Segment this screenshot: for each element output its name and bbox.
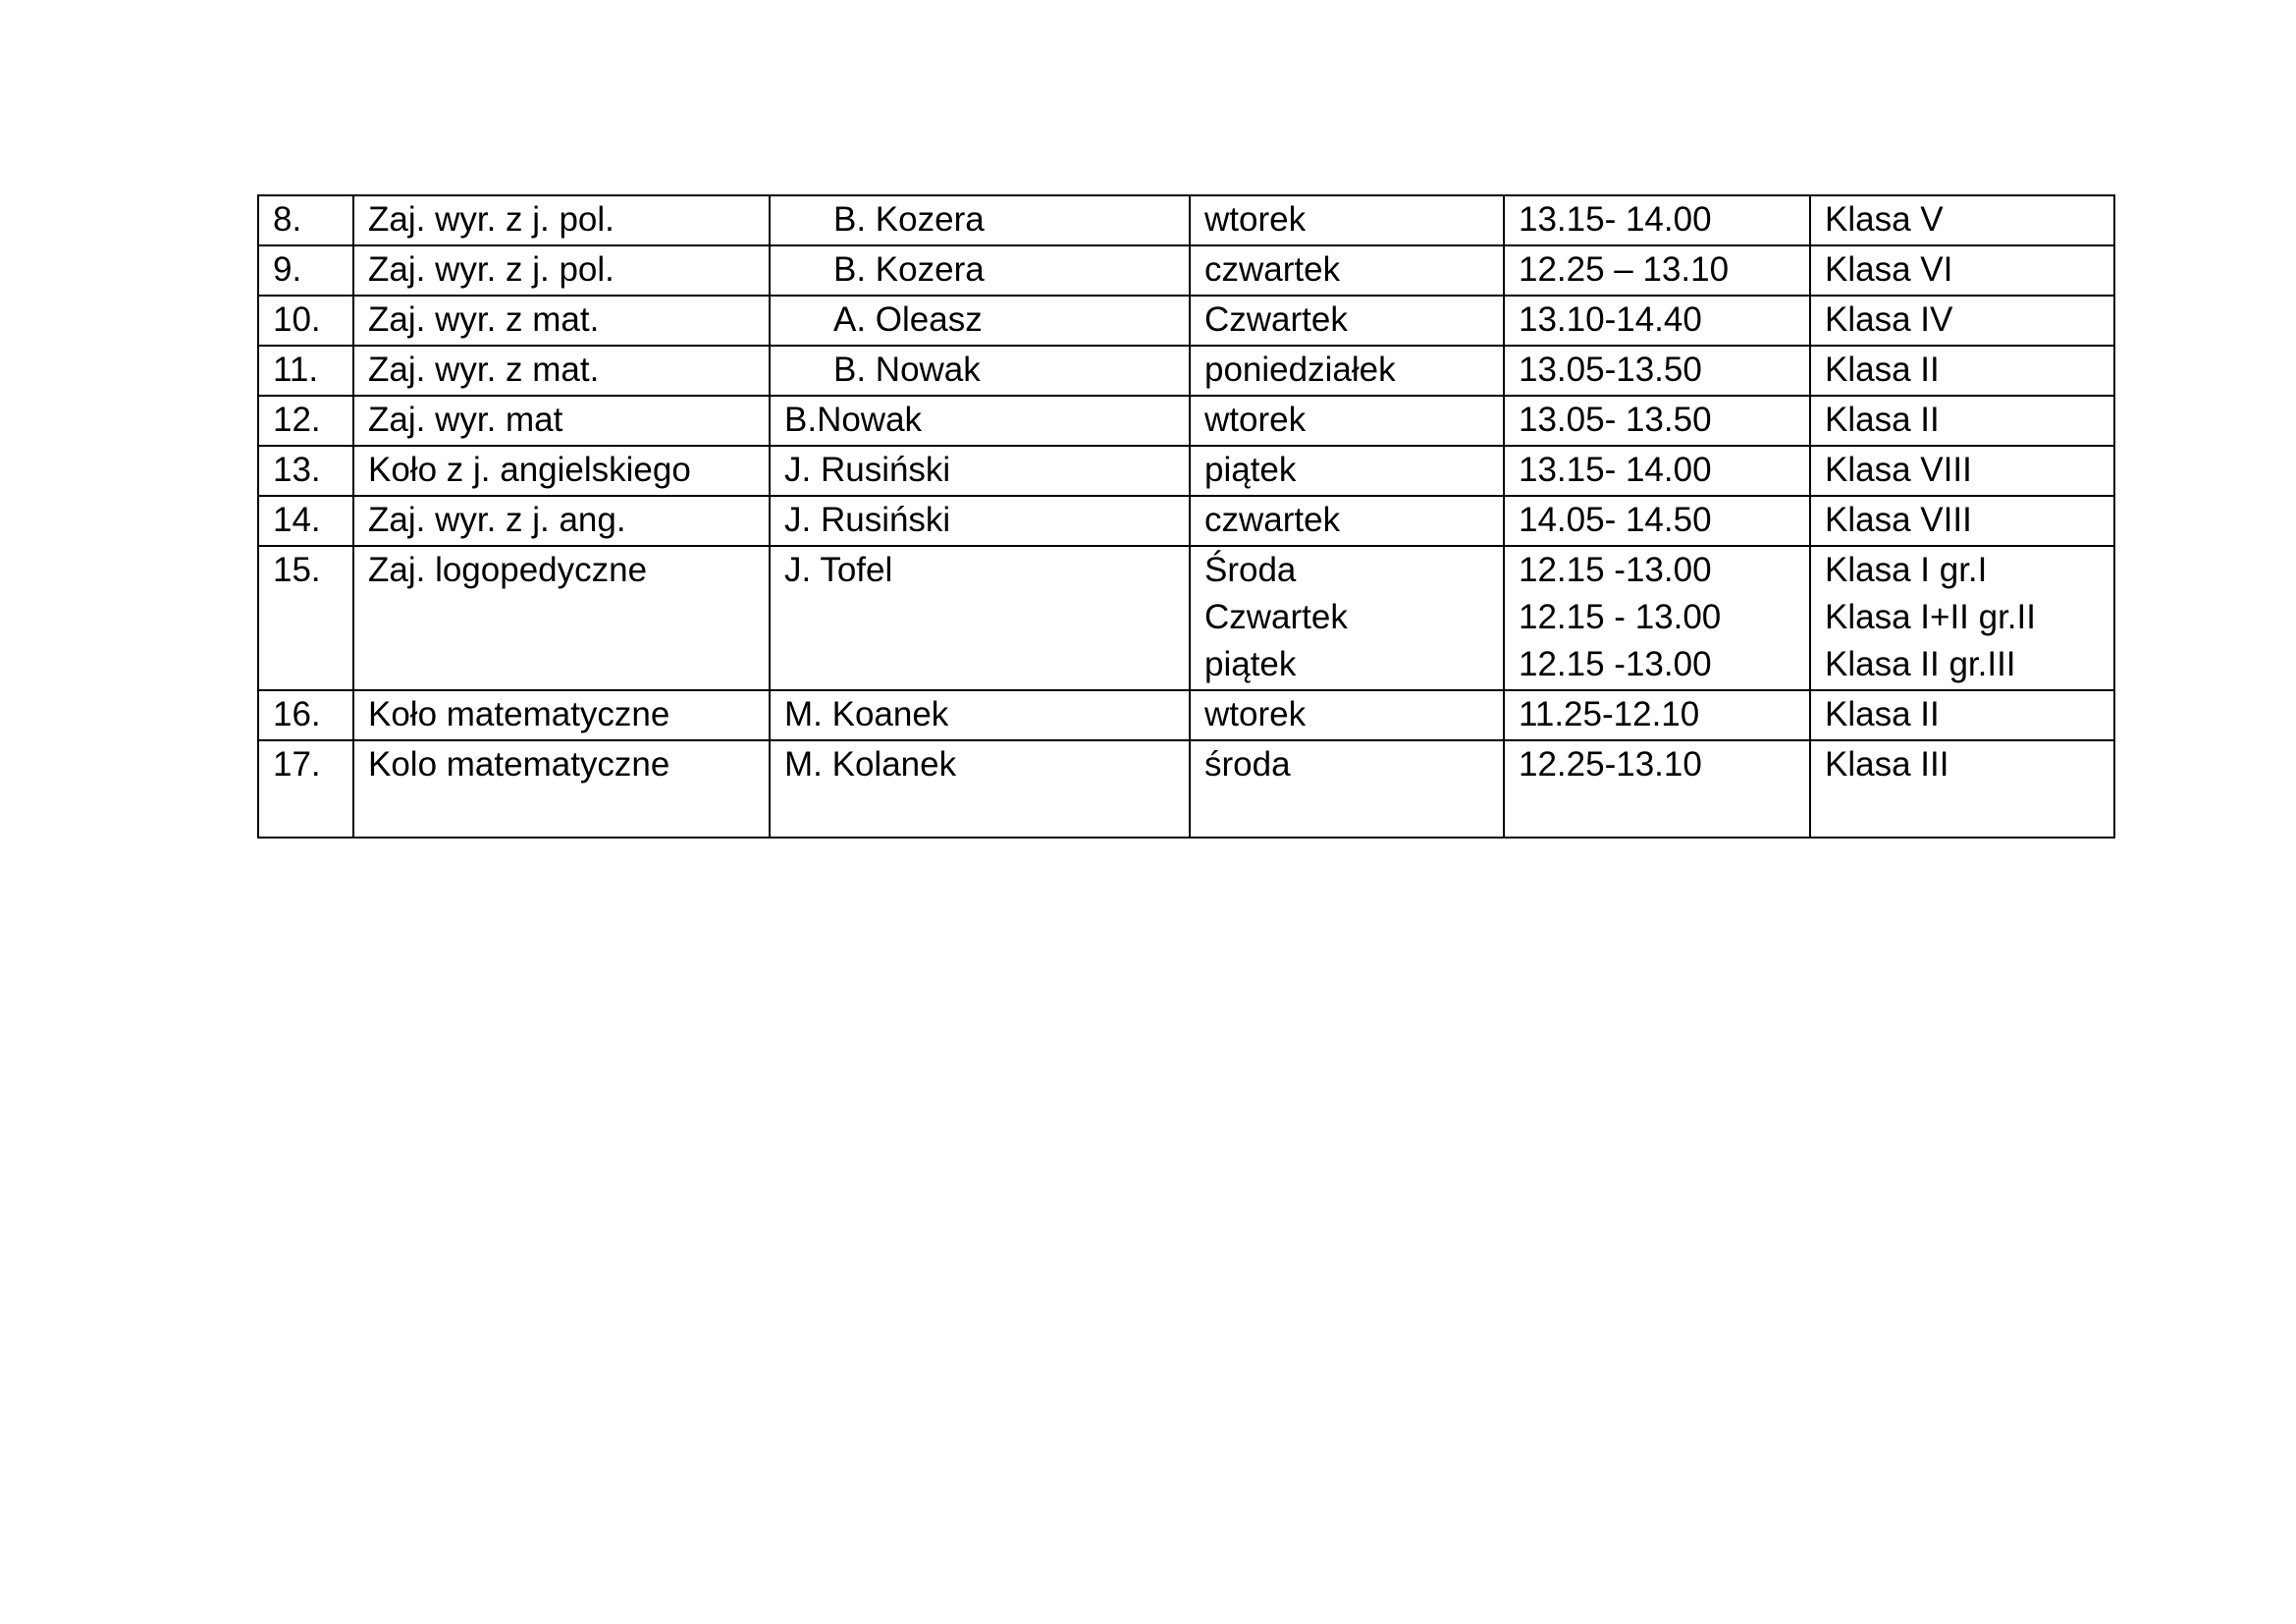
activity-name: Koło matematyczne [353, 690, 770, 740]
weekday-list [1190, 546, 1504, 690]
activity-name: Zaj. wyr. mat [353, 396, 770, 446]
table-row [258, 446, 2114, 496]
teacher-name: B.Nowak [770, 396, 1190, 446]
row-number: 15. [258, 546, 353, 690]
teacher-name: J. Rusiński [770, 496, 1190, 546]
class-group: Klasa V [1810, 195, 2114, 245]
time-range: 13.15- 14.00 [1504, 195, 1810, 245]
teacher-name: J. Tofel [770, 546, 1190, 690]
time-range: 13.15- 14.00 [1504, 446, 1810, 496]
activity-name: Zaj. wyr. z j. ang. [353, 496, 770, 546]
activity-name: Zaj. logopedyczne [353, 546, 770, 690]
time-range: 13.10-14.40 [1504, 296, 1810, 346]
table-row [258, 346, 2114, 396]
row-number: 12. [258, 396, 353, 446]
class-group: Klasa II [1810, 396, 2114, 446]
teacher-name: A. Oleasz [770, 296, 1190, 346]
weekday: piątek [1204, 645, 1297, 683]
row-number: 11. [258, 346, 353, 396]
row-number: 10. [258, 296, 353, 346]
time-range: 13.05- 13.50 [1504, 396, 1810, 446]
table-row [258, 245, 2114, 296]
weekday: wtorek [1190, 690, 1504, 740]
teacher-name: M. Kolanek [770, 740, 1190, 838]
time-range: 13.05-13.50 [1504, 346, 1810, 396]
weekday: wtorek [1190, 396, 1504, 446]
row-number: 13. [258, 446, 353, 496]
class-group: Klasa III [1810, 740, 2114, 838]
time-range-list [1504, 546, 1810, 690]
table-row [258, 195, 2114, 245]
weekday: czwartek [1190, 496, 1504, 546]
table-row [258, 740, 2114, 838]
weekday: czwartek [1190, 245, 1504, 296]
time-range: 12.15 -13.00 [1519, 551, 1712, 589]
class-group: Klasa VI [1810, 245, 2114, 296]
time-range: 12.15 - 13.00 [1519, 598, 1722, 636]
class-group: Klasa I gr.I [1825, 551, 1988, 589]
activity-name: Zaj. wyr. z mat. [353, 296, 770, 346]
class-group: Klasa I+II gr.II [1825, 598, 2036, 636]
row-number: 17. [258, 740, 353, 838]
teacher-name: M. Koanek [770, 690, 1190, 740]
class-group: Klasa II [1810, 346, 2114, 396]
schedule-table [257, 194, 2115, 839]
class-group: Klasa II gr.III [1825, 645, 2016, 683]
row-number: 9. [258, 245, 353, 296]
teacher-name: B. Kozera [770, 195, 1190, 245]
time-range: 12.25-13.10 [1504, 740, 1810, 838]
activity-name: Kolo matematyczne [353, 740, 770, 838]
weekday: poniedziałek [1190, 346, 1504, 396]
class-group: Klasa VIII [1810, 496, 2114, 546]
table-row [258, 396, 2114, 446]
row-number: 16. [258, 690, 353, 740]
class-group: Klasa II [1810, 690, 2114, 740]
activity-name: Koło z j. angielskiego [353, 446, 770, 496]
row-number: 14. [258, 496, 353, 546]
activity-name: Zaj. wyr. z j. pol. [353, 195, 770, 245]
activity-name: Zaj. wyr. z j. pol. [353, 245, 770, 296]
teacher-name: B. Kozera [770, 245, 1190, 296]
table-row [258, 546, 2114, 690]
teacher-name: B. Nowak [770, 346, 1190, 396]
row-number: 8. [258, 195, 353, 245]
weekday: wtorek [1190, 195, 1504, 245]
activity-name: Zaj. wyr. z mat. [353, 346, 770, 396]
time-range: 12.15 -13.00 [1519, 645, 1712, 683]
class-group-list [1810, 546, 2114, 690]
class-group: Klasa IV [1810, 296, 2114, 346]
table-row [258, 690, 2114, 740]
time-range: 14.05- 14.50 [1504, 496, 1810, 546]
time-range: 12.25 – 13.10 [1504, 245, 1810, 296]
teacher-name: J. Rusiński [770, 446, 1190, 496]
weekday: piątek [1190, 446, 1504, 496]
weekday: Czwartek [1190, 296, 1504, 346]
table-row [258, 296, 2114, 346]
table-row [258, 496, 2114, 546]
time-range: 11.25-12.10 [1504, 690, 1810, 740]
weekday: Środa [1204, 551, 1297, 589]
weekday: Czwartek [1204, 598, 1348, 636]
weekday: środa [1190, 740, 1504, 838]
class-group: Klasa VIII [1810, 446, 2114, 496]
